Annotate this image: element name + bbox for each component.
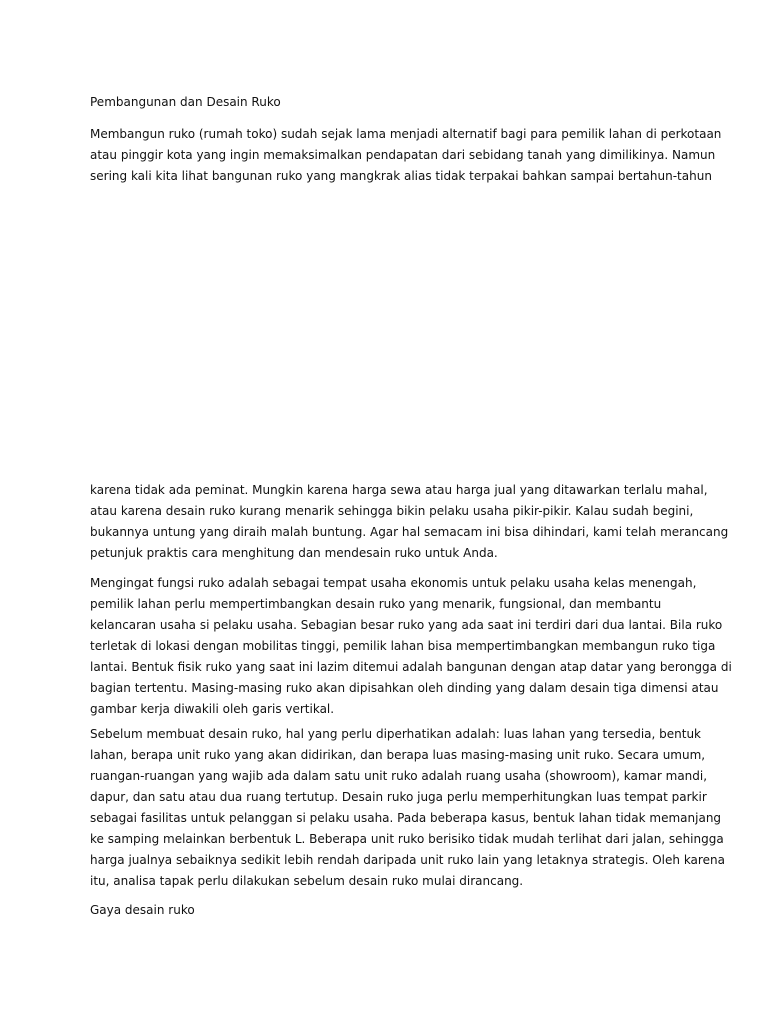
paragraph-line: harga jualnya sebaiknya sedikit lebih rendah daripada unit ruko lain yang letaknya strategis. Oleh karena [90, 853, 725, 867]
paragraph-line: karena tidak ada peminat. Mungkin karena harga sewa atau harga jual yang ditawarkan terlalu mahal, [90, 483, 708, 497]
paragraph-intro [90, 124, 722, 187]
paragraph-line: lahan, berapa unit ruko yang akan didirikan, dan berapa luas masing-masing unit ruko. Secara umum, [90, 748, 706, 762]
paragraph-line: ke samping melainkan berbentuk L. Beberapa unit ruko berisiko tidak mudah terlihat dari jalan, sehingga [90, 832, 724, 846]
paragraph-line: sebagai fasilitas untuk pelanggan si pelaku usaha. Pada beberapa kasus, bentuk lahan tidak memanjang [90, 811, 722, 825]
section-heading-text: Gaya desain ruko [90, 903, 195, 917]
document-title [90, 92, 690, 113]
paragraph-line: petunjuk praktis cara menghitung dan mendesain ruko untuk Anda. [90, 546, 498, 560]
paragraph-line: bagian tertentu. Masing-masing ruko akan dipisahkan oleh dinding yang dalam desain tiga dimensi atau [90, 681, 719, 695]
paragraph-line: pemilik lahan perlu mempertimbangkan desain ruko yang menarik, fungsional, dan membantu [90, 597, 662, 611]
paragraph-line: ruangan-ruangan yang wajib ada dalam satu unit ruko adalah ruang usaha (showroom), kamar mandi, [90, 769, 708, 783]
paragraph-line: sering kali kita lihat bangunan ruko yang mangkrak alias tidak terpakai bahkan sampai bertahun-tahun [90, 169, 712, 183]
paragraph-line: itu, analisa tapak perlu dilakukan sebelum desain ruko mulai dirancang. [90, 874, 524, 888]
paragraph-line: atau karena desain ruko kurang menarik sehingga bikin pelaku usaha pikir-pikir. Kalau sudah begini, [90, 504, 694, 518]
paragraph-considerations [90, 724, 725, 892]
paragraph-line: kelancaran usaha si pelaku usaha. Sebagian besar ruko yang ada saat ini terdiri dari dua lantai. Bila ruko [90, 618, 723, 632]
paragraph-line: dapur, dan satu atau dua ruang tertutup. Desain ruko juga perlu memperhitungkan luas tempat parkir [90, 790, 707, 804]
paragraph-continuation [90, 480, 729, 564]
paragraph-line: Mengingat fungsi ruko adalah sebagai tempat usaha ekonomis untuk pelaku usaha kelas menengah, [90, 576, 697, 590]
paragraph-line: terletak di lokasi dengan mobilitas tinggi, pemilik lahan bisa mempertimbangkan membangun ruko tiga [90, 639, 716, 653]
paragraph-line: Sebelum membuat desain ruko, hal yang perlu diperhatikan adalah: luas lahan yang tersedia, bentuk [90, 727, 702, 741]
paragraph-line: atau pinggir kota yang ingin memaksimalkan pendapatan dari sebidang tanah yang dimilikinya. Namun [90, 148, 716, 162]
title-text: Pembangunan dan Desain Ruko [90, 95, 281, 109]
paragraph-function [90, 573, 732, 720]
paragraph-line: lantai. Bentuk fisik ruko yang saat ini lazim ditemui adalah bangunan dengan atap datar yang berongga di [90, 660, 732, 674]
paragraph-line: Membangun ruko (rumah toko) sudah sejak lama menjadi alternatif bagi para pemilik lahan di perkotaan [90, 127, 722, 141]
paragraph-line: gambar kerja diwakili oleh garis vertikal. [90, 702, 335, 716]
section-heading [90, 900, 690, 921]
paragraph-line: bukannya untung yang diraih malah buntung. Agar hal semacam ini bisa dihindari, kami telah merancang [90, 525, 729, 539]
